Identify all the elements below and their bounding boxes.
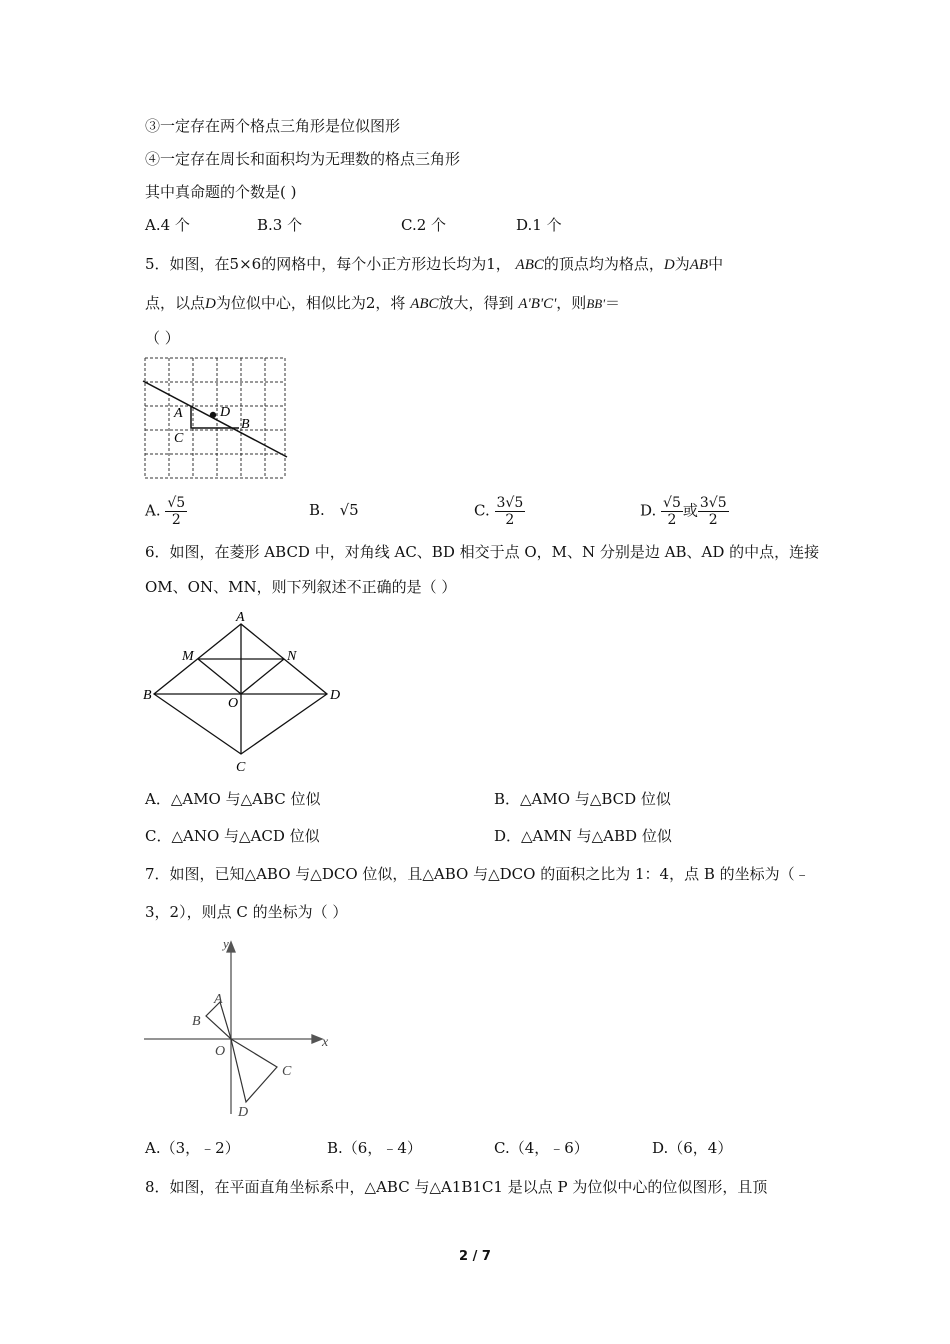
q4-stem: 其中真命题的个数是( ) xyxy=(145,183,297,201)
q5-option-d: D. $\frac{√5}{2}$ 或 $\frac{3√5}{2}$ xyxy=(640,495,727,528)
q4-option-d: D.1 个 xyxy=(516,216,562,234)
q7-label-a: A xyxy=(214,992,223,1007)
q4-option-c: C.2 个 xyxy=(401,216,447,234)
q7-coordinate-figure xyxy=(140,934,340,1120)
q4-item-3: ③一定存在两个格点三角形是位似图形 xyxy=(145,117,401,135)
q6-option-a: A．△AMO 与△ABC 位似 xyxy=(145,790,321,808)
q5-label-d: D xyxy=(220,405,231,420)
q7-line-1: 7．如图，已知△ABO 与△DCO 位似，且△ABO 与△DCO 的面积之比为 1：4，点 B 的坐标为（﹣ xyxy=(145,865,810,883)
q7-line-2: 3，2），则点 C 的坐标为（ ） xyxy=(145,903,348,921)
q6-line-1: 6．如图，在菱形 ABCD 中，对角线 AC、BD 相交于点 O，M、N 分别是边 AB、AD 的中点，连接 xyxy=(145,543,820,561)
q7-triangle-dco xyxy=(231,1039,277,1102)
q6-segment-on xyxy=(241,659,284,694)
q7-triangle-abo xyxy=(206,1002,231,1039)
q4-item-4: ④一定存在周长和面积均为无理数的格点三角形 xyxy=(145,150,461,168)
q5-paren: （ ） xyxy=(145,329,180,347)
q6-line-2: OM、ON、MN，则下列叙述不正确的是（ ） xyxy=(145,578,457,596)
q6-label-d: D xyxy=(330,688,341,703)
q5-option-a: A. $\frac{√5}{2}$ xyxy=(145,495,186,528)
q5-line-2: 点，以点D为位似中心，相似比为2，将 ABC放大，得到 A'B'C'，则BB'＝ xyxy=(145,294,620,312)
q7-label-d: D xyxy=(238,1105,249,1120)
q7-label-b: B xyxy=(192,1014,201,1029)
q6-option-b: B．△AMO 与△BCD 位似 xyxy=(494,790,671,808)
q5-option-b: B. √5 xyxy=(309,501,359,519)
q7-option-c: C.（4，﹣6） xyxy=(494,1139,589,1157)
q7-option-d: D.（6，4） xyxy=(652,1139,733,1157)
page-number: 2 / 7 xyxy=(459,1249,491,1264)
q6-label-o: O xyxy=(228,696,239,711)
q4-option-b: B.3 个 xyxy=(257,216,303,234)
q6-label-a: A xyxy=(236,610,245,625)
q4-option-a: A.4 个 xyxy=(145,216,190,234)
q7-label-o: O xyxy=(215,1044,226,1059)
q5-grid-figure xyxy=(140,354,292,482)
q5-label-a: A xyxy=(174,406,183,421)
q6-option-c: C．△ANO 与△ACD 位似 xyxy=(145,827,320,845)
q7-x-axis-arrow xyxy=(312,1035,322,1043)
q6-label-n: N xyxy=(287,649,297,664)
q5-line-1: 5．如图，在5×6的网格中，每个小正方形边长均为1， ABC的顶点均为格点，D为AB中 xyxy=(145,255,724,273)
q5-label-c: C xyxy=(174,431,184,446)
q5-point-d xyxy=(210,412,216,418)
q7-label-y: y xyxy=(223,936,229,951)
q6-option-d: D．△AMN 与△ABD 位似 xyxy=(494,827,672,845)
q6-label-c: C xyxy=(236,760,246,775)
q7-label-x: x xyxy=(322,1035,329,1050)
q6-label-b: B xyxy=(143,688,152,703)
q6-label-m: M xyxy=(182,649,194,664)
q7-option-a: A.（3，﹣2） xyxy=(145,1139,240,1157)
q6-segment-om xyxy=(198,659,241,694)
q8-line-1: 8．如图，在平面直角坐标系中，△ABC 与△A1B1C1 是以点 P 为位似中心的位似图形，且顶 xyxy=(145,1178,768,1196)
q7-option-b: B.（6，﹣4） xyxy=(327,1139,422,1157)
q6-rhombus-figure xyxy=(140,608,350,778)
q5-grid-lines xyxy=(145,358,285,478)
q5-option-c: C. $\frac{3√5}{2}$ xyxy=(474,495,524,528)
q7-label-c: C xyxy=(282,1064,292,1079)
q5-label-b: B xyxy=(241,417,250,432)
